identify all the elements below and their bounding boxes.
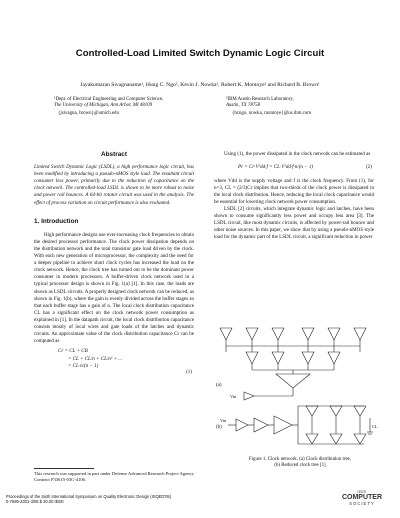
equation-1: [34, 348, 194, 376]
equation-1-line3: = CL·n/(n − 1): [68, 363, 99, 370]
affiliation-1: [54, 97, 214, 110]
affiliation-2-line1: ²IBM Austin Research Laboratory,: [226, 97, 294, 102]
logo-line-society: SOCIETY: [349, 501, 375, 507]
figure-label-b: (b): [216, 425, 222, 430]
abstract-heading: Abstract: [101, 151, 127, 158]
equation-1-number: (1): [186, 369, 192, 376]
email-2: {hcngo, nowka, montoye}@us.ibm.com: [232, 111, 312, 116]
footnote: This research was supported in part under Defense Advanced Research Project Agency Contract F33615-03C-4106.: [34, 471, 194, 482]
figure-caption-line2: (b) Reduced clock tree [1]: [274, 463, 326, 469]
email-1: {jsivagna, brown}@umich.edu: [58, 111, 119, 116]
figure-label-a: (a): [216, 383, 222, 388]
left-column: [34, 151, 194, 374]
affiliation-2-line2: Austin, TX 78758: [226, 103, 261, 109]
affiliation-1-line2: The University of Michigan, Ann Arbor, MI 48109: [54, 103, 153, 109]
right-paragraph-1: Using (1), the power dissipated in the clock network can be estimated as: [224, 151, 371, 157]
right-paragraph-2: where Vdd is the supply voltage and f is the clock frequency. From (1), for n=3, CL = (2/3)Cr implies that two-thirds of the clock power is dissipated in the local clock distribution. Hence, reducing the local clock capacitance would be essential for lowering clock network power consumption.: [214, 177, 374, 205]
proceedings-footer: [6, 494, 171, 504]
right-paragraph-3: LSDL [2] circuits, which integrate dynamic logic and latches, have been shown to consume significantly less power and occupy less area [3]. The LSDL circuit, like most dynamic circuits, is affected by power-rail bounce and other noise sources. In this paper, we show that by using a pseudo-nMOS style load for the dynamic part of the LSDL circuit, a significant reduction in power: [214, 206, 374, 241]
figure-label-vin-b: Vin: [220, 418, 227, 423]
abstract-text: Limited Switch Dynamic Logic (LSDL), a high performance logic circuit, has been modified by introducing a pseudo-nMOS style load. The resultant circuit consumer less power, primarily due to the reduction of capacitance on the clock network. The controlled-load LSDL is shown to be more robust to noise and power rail bounces. A 64-bit rotator circuit was used in the analysis. The effect of process variation on circuit performance is also evaluated.: [34, 164, 194, 206]
figure-label-vin-a: Vin: [230, 394, 237, 399]
footnote-rule: [34, 468, 94, 469]
equation-2: [214, 164, 374, 172]
paper-title: Controlled-Load Limited Switch Dynamic Logic Circuit: [75, 48, 325, 59]
equation-2-number: (2): [366, 164, 372, 171]
author-list: Jayakumaran Sivagnaname¹, Hung C. Ngo², Kevin J. Nowka², Robert K. Montoye² and Richard B. Brown¹: [80, 82, 320, 88]
equation-1-line2: = CL + CL/n + CL/n² + ...: [68, 355, 123, 362]
section-heading-introduction: 1. Introduction: [34, 217, 79, 225]
equation-2-body: Pr = Cr·V²dd·f = CL·V²dd·f·n/(n − 1): [238, 164, 314, 171]
affiliation-1-line1: ¹Dept. of Electrical Engineering and Computer Science,: [54, 97, 164, 102]
equation-1-line1: Cr = CL + CB: [58, 348, 88, 355]
computer-society-logo: [330, 490, 394, 506]
intro-paragraph: High performance designs use ever-increasing clock frequencies to obtain the desired processor performance. The clock power dissipation depends on the distribution network and the total transistor gate load driven by the clock. With each new generation of microprocessor, the complexity and the need for a deeper pipeline to achieve short clock cycles has increased the load on the clock network. Hence, the clock tree has turned out to be the dominant power consumer in modern processors. A buffer-driven clock network used in a typical processor design is shown in Fig. 1(a) [1]. In this case, the loads are shown as LSDL circuits. A properly designed clock network can be reduced, as shown in Fig. 1(b), where the gain is evenly divided across the buffer stages so that each buffer stage has a gain of n. The local clock distribution capacitance CL has a significant effect on the clock network power consumption as explained in [1]. In the datapath circuit, the local clock distribution capacitance consists mostly of local wires and gate loads of the latches and dynamic circuits. An approximate value of the clock distribution capacitance Cr can be computed as: [34, 231, 194, 345]
figure-caption-line1: Figure 1. Clock network. (a) Clock distribution tree,: [248, 457, 352, 462]
logo-line-ieee: IEEE: [357, 490, 367, 494]
reduced-clock-tree: [228, 406, 373, 444]
right-column: [214, 151, 374, 242]
clock-tree-mid-row: [244, 352, 340, 400]
affiliation-2: [226, 97, 366, 110]
proceedings-line2: 0-7695-2301-3/05 $ 20.00 IEEE: [6, 499, 64, 505]
figure-label-cl: CL: [372, 424, 378, 429]
figure-clock-network: [214, 326, 380, 454]
clock-tree-top-row: [220, 328, 366, 352]
logo-line-computer: COMPUTER: [341, 494, 383, 501]
figure-caption: [226, 457, 374, 470]
proceedings-line1: Proceedings of the Sixth International Symposium on Quality Electronic Design (ISQED'05): [6, 494, 172, 499]
